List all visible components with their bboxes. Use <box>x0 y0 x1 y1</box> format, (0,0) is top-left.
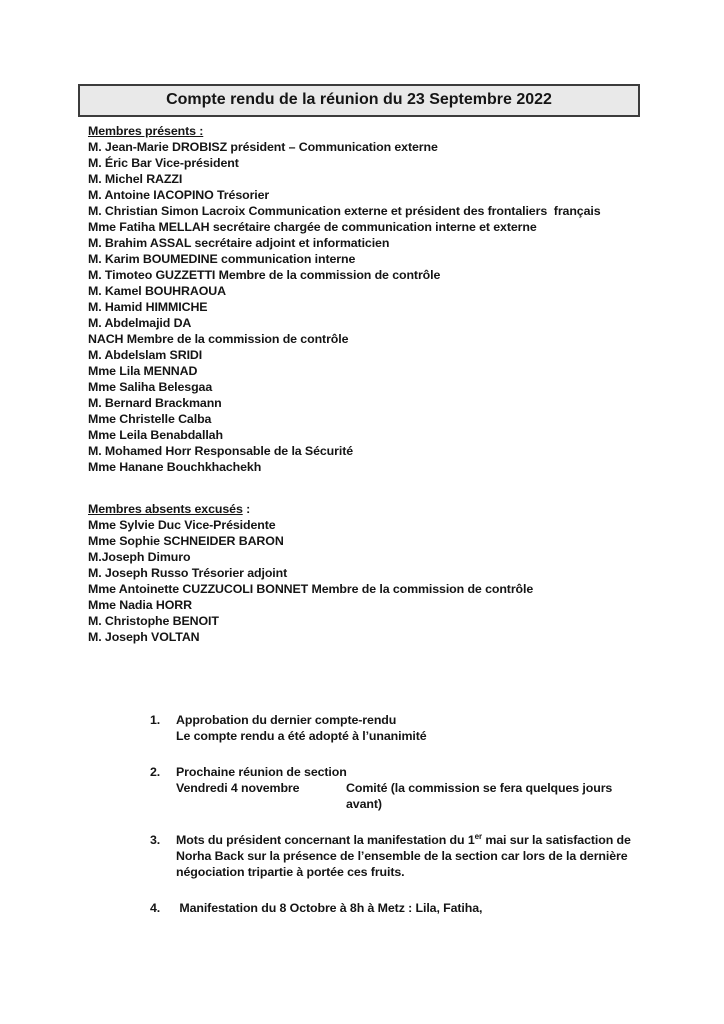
member-line: M.Joseph Dimuro <box>88 550 191 564</box>
member-line: M. Karim BOUMEDINE communication interne <box>88 252 356 266</box>
agenda-item-number: 2. <box>150 765 161 779</box>
member-line: M. Michel RAZZI <box>88 172 183 186</box>
member-line: M. Bernard Brackmann <box>88 396 222 410</box>
member-line: M. Mohamed Horr Responsable de la Sécurité <box>88 444 354 458</box>
agenda-item <box>150 900 650 916</box>
present-members-heading-text: Membres présents : <box>88 124 204 138</box>
present-members-list <box>88 139 601 475</box>
member-line: M. Joseph VOLTAN <box>88 630 200 644</box>
agenda-item-body <box>176 900 644 916</box>
member-line: Mme Antoinette CUZZUCOLI BONNET Membre de la commission de contrôle <box>88 582 534 596</box>
agenda-item-number: 3. <box>150 833 161 847</box>
member-line: M. Christophe BENOIT <box>88 614 219 628</box>
member-line: M. Antoine IACOPINO Trésorier <box>88 188 270 202</box>
agenda-item <box>150 712 650 744</box>
member-line: M. Jean-Marie DROBISZ président – Communication externe <box>88 140 438 154</box>
absent-members-heading-colon: : <box>242 502 251 516</box>
member-line: Mme Saliha Belesgaa <box>88 380 213 394</box>
member-line: M. Christian Simon Lacroix Communication externe et président des frontaliers français <box>88 204 601 218</box>
member-line: Mme Christelle Calba <box>88 412 212 426</box>
absent-members-list <box>88 517 601 645</box>
member-line: M. Hamid HIMMICHE <box>88 300 208 314</box>
member-line: Mme Fatiha MELLAH secrétaire chargée de communication interne et externe <box>88 220 537 234</box>
member-line: M. Éric Bar Vice-président <box>88 156 239 170</box>
member-line: NACH Membre de la commission de contrôle <box>88 332 349 346</box>
agenda-item-detail <box>176 780 644 812</box>
agenda-item-title: Manifestation du 8 Octobre à 8h à Metz : Lila, Fatiha, <box>176 901 483 915</box>
member-line: M. Timoteo GUZZETTI Membre de la commission de contrôle <box>88 268 441 282</box>
agenda-item-number: 4. <box>150 901 161 915</box>
absent-members-heading <box>88 501 601 517</box>
member-line: M. Abdelmajid DA <box>88 316 192 330</box>
member-line: Mme Lila MENNAD <box>88 364 198 378</box>
member-line: Mme Leila Benabdallah <box>88 428 223 442</box>
absent-members-heading-text: Membres absents excusés <box>88 502 243 516</box>
member-line: Mme Sophie SCHNEIDER BARON <box>88 534 284 548</box>
present-members-heading <box>88 123 601 139</box>
agenda-item-body <box>176 832 644 880</box>
agenda-item <box>150 764 650 812</box>
agenda-list <box>150 712 650 936</box>
agenda-detail-note: Comité (la commission se fera quelques jours avant) <box>346 781 613 811</box>
member-line: M. Kamel BOUHRAOUA <box>88 284 226 298</box>
member-line: Mme Hanane Bouchkhachekh <box>88 460 262 474</box>
document-title-box <box>78 84 640 117</box>
agenda-item-detail: Le compte rendu a été adopté à l’unanimité <box>176 729 427 743</box>
document-title: Compte rendu de la réunion du 23 Septembre 2022 <box>166 91 552 108</box>
agenda-item <box>150 832 650 880</box>
member-line: Mme Nadia HORR <box>88 598 192 612</box>
agenda-item-paragraph: Mots du président concernant la manifestation du 1er mai sur la satisfaction de Norha Back sur la présence de l’ensemble de la section car lors de la dernière négociation tripartie à portée ces fruits. <box>176 831 635 879</box>
agenda-detail-left: Vendredi 4 novembre <box>176 781 300 795</box>
member-line: M. Joseph Russo Trésorier adjoint <box>88 566 288 580</box>
agenda-item-body <box>176 764 644 812</box>
agenda-item-title: Prochaine réunion de section <box>176 765 347 779</box>
member-line: Mme Sylvie Duc Vice-Présidente <box>88 518 276 532</box>
member-line: M. Abdelslam SRIDI <box>88 348 203 362</box>
agenda-item-body <box>176 712 644 744</box>
ordinal-superscript: er <box>474 831 482 841</box>
agenda-item-title: Approbation du dernier compte-rendu <box>176 713 397 727</box>
members-section <box>88 123 601 645</box>
member-line: M. Brahim ASSAL secrétaire adjoint et informaticien <box>88 236 390 250</box>
agenda-item-number: 1. <box>150 713 161 727</box>
